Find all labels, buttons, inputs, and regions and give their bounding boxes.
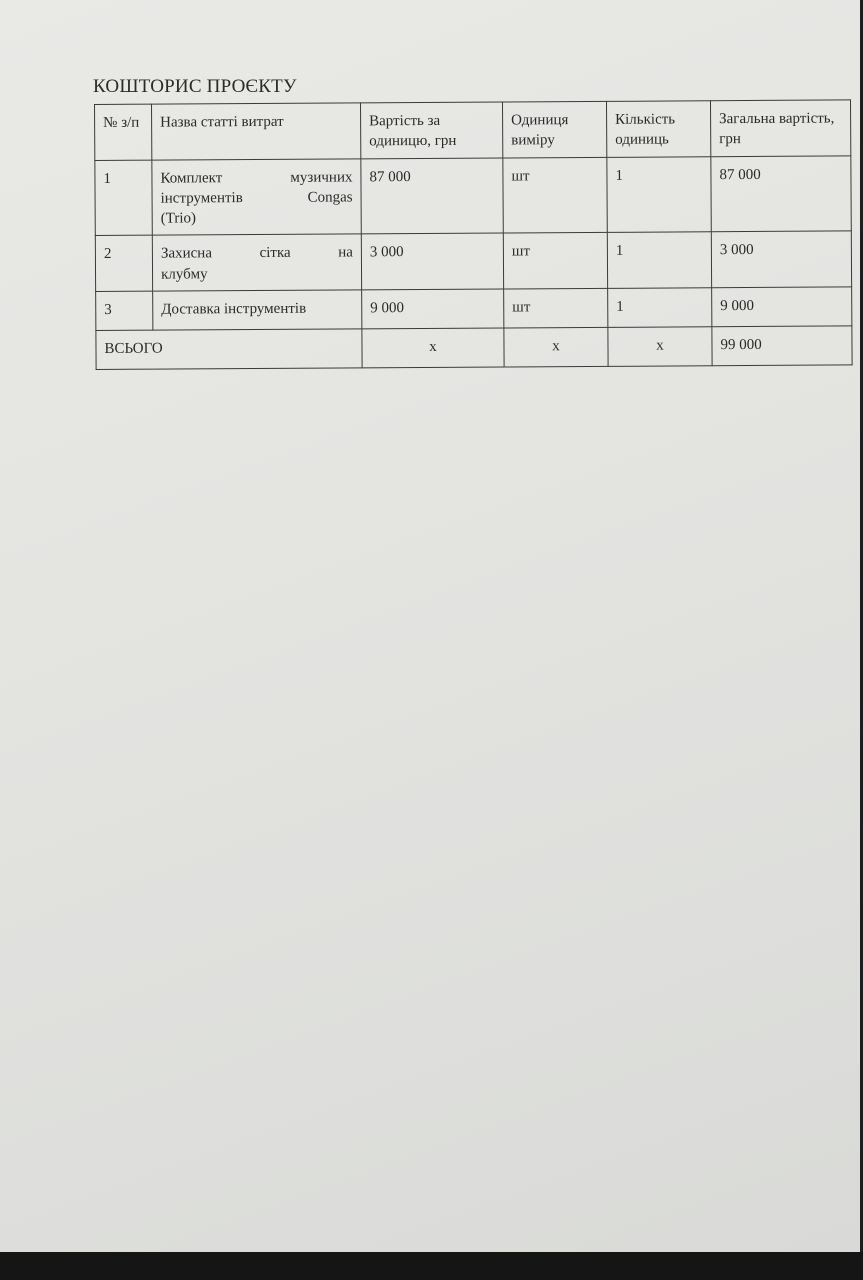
row-total: 87 000 (711, 155, 851, 232)
budget-table (94, 99, 853, 369)
budget-table-wrapper (94, 99, 853, 369)
header-item-name: Назва статті витрат (152, 103, 361, 160)
total-label: ВСЬОГО (96, 329, 362, 370)
row-item-name-line: клубму (160, 265, 208, 283)
page-bottom-edge (0, 1252, 863, 1280)
total-unit-price-placeholder: x (362, 328, 504, 368)
row-item-name: Доставка інструментів (153, 290, 362, 330)
table-row (95, 155, 851, 235)
table-row (95, 231, 851, 291)
row-unit: шт (503, 233, 607, 289)
header-unit-price: Вартість за одиницю, грн (360, 102, 502, 158)
header-quantity: Кількість одиниць (606, 101, 710, 157)
total-unit-placeholder: x (504, 327, 608, 367)
row-item-name (152, 234, 361, 291)
total-quantity-placeholder: x (608, 326, 712, 366)
header-total-cost: Загальна вартість, грн (710, 100, 850, 156)
row-total: 3 000 (711, 231, 851, 287)
row-item-name-line: (Trio) (160, 210, 197, 227)
table-row (96, 287, 852, 331)
row-unit-price: 9 000 (362, 289, 504, 329)
row-item-name-line: Комплект музичних інструментів Congas (160, 168, 353, 207)
row-quantity: 1 (607, 156, 711, 232)
row-unit-price: 87 000 (361, 158, 503, 235)
row-item-name (152, 158, 361, 235)
row-unit: шт (504, 288, 608, 328)
total-sum: 99 000 (712, 326, 852, 366)
row-total: 9 000 (712, 287, 852, 327)
row-number: 1 (95, 160, 152, 236)
table-header-row (95, 100, 851, 160)
row-number: 2 (95, 235, 152, 291)
row-number: 3 (96, 291, 153, 330)
row-unit: шт (503, 157, 607, 233)
header-unit-of-measure: Одиниця виміру (502, 101, 606, 157)
row-unit-price: 3 000 (361, 233, 503, 289)
row-quantity: 1 (607, 232, 711, 288)
header-number: № з/п (95, 104, 152, 160)
row-item-name-line: Захисна сітка на (160, 244, 353, 262)
table-total-row (96, 326, 852, 370)
document-title: КОШТОРИС ПРОЄКТУ (93, 76, 297, 97)
row-quantity: 1 (608, 287, 712, 327)
